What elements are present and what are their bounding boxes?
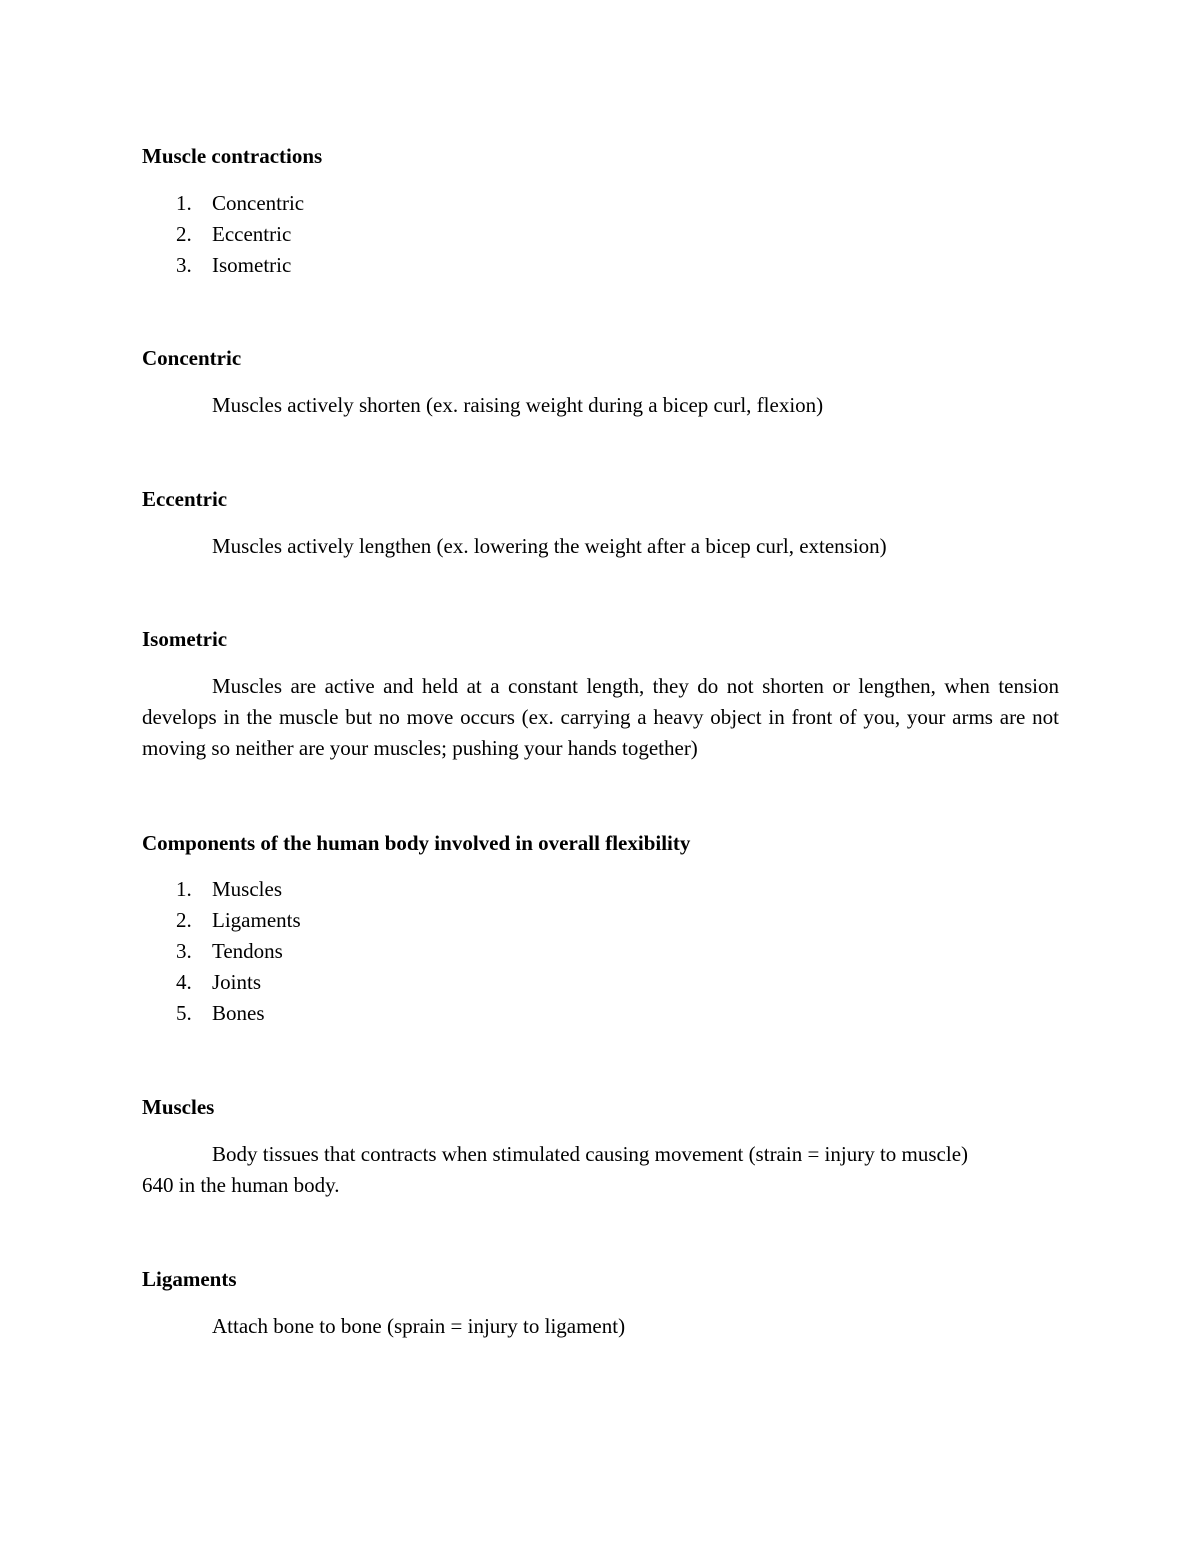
list-item-label: Muscles [212, 877, 282, 901]
heading-concentric: Concentric [142, 346, 242, 370]
list-number: 3. [176, 939, 192, 963]
concentric-description: Muscles actively shorten (ex. raising weight during a bicep curl, flexion) [212, 393, 824, 417]
list-item-label: Tendons [212, 939, 283, 963]
heading-eccentric: Eccentric [142, 487, 228, 511]
heading-muscles: Muscles [142, 1095, 215, 1119]
list-item-label: Isometric [212, 253, 292, 277]
list-number: 2. [176, 222, 192, 246]
list-item-label: Ligaments [212, 908, 301, 932]
list-number: 3. [176, 253, 192, 277]
muscles-description: Body tissues that contracts when stimulated causing movement (strain = injury to muscle) [212, 1142, 969, 1166]
ligaments-description: Attach bone to bone (sprain = injury to ligament) [212, 1314, 626, 1338]
muscles-count: 640 in the human body. [142, 1173, 340, 1197]
heading-muscle-contractions: Muscle contractions [142, 144, 323, 168]
list-number: 5. [176, 1001, 192, 1025]
list-item-label: Eccentric [212, 222, 292, 246]
eccentric-description: Muscles actively lengthen (ex. lowering the weight after a bicep curl, extension) [212, 534, 887, 558]
list-item-label: Concentric [212, 191, 305, 215]
heading-ligaments: Ligaments [142, 1267, 237, 1291]
list-number: 1. [176, 877, 192, 901]
list-item-label: Joints [212, 970, 262, 994]
list-number: 4. [176, 970, 192, 994]
list-number: 2. [176, 908, 192, 932]
isometric-description: Muscles are active and held at a constant length, they do not shorten or lengthen, when tension develops in the muscle but no move occurs (ex. carrying a heavy object in front of you, your arms are not moving so neither are your muscles; pushing your hands together) [142, 674, 1059, 760]
heading-isometric: Isometric [142, 627, 228, 651]
heading-components: Components of the human body involved in overall flexibility [142, 831, 691, 855]
list-item-label: Bones [212, 1001, 265, 1025]
list-number: 1. [176, 191, 192, 215]
